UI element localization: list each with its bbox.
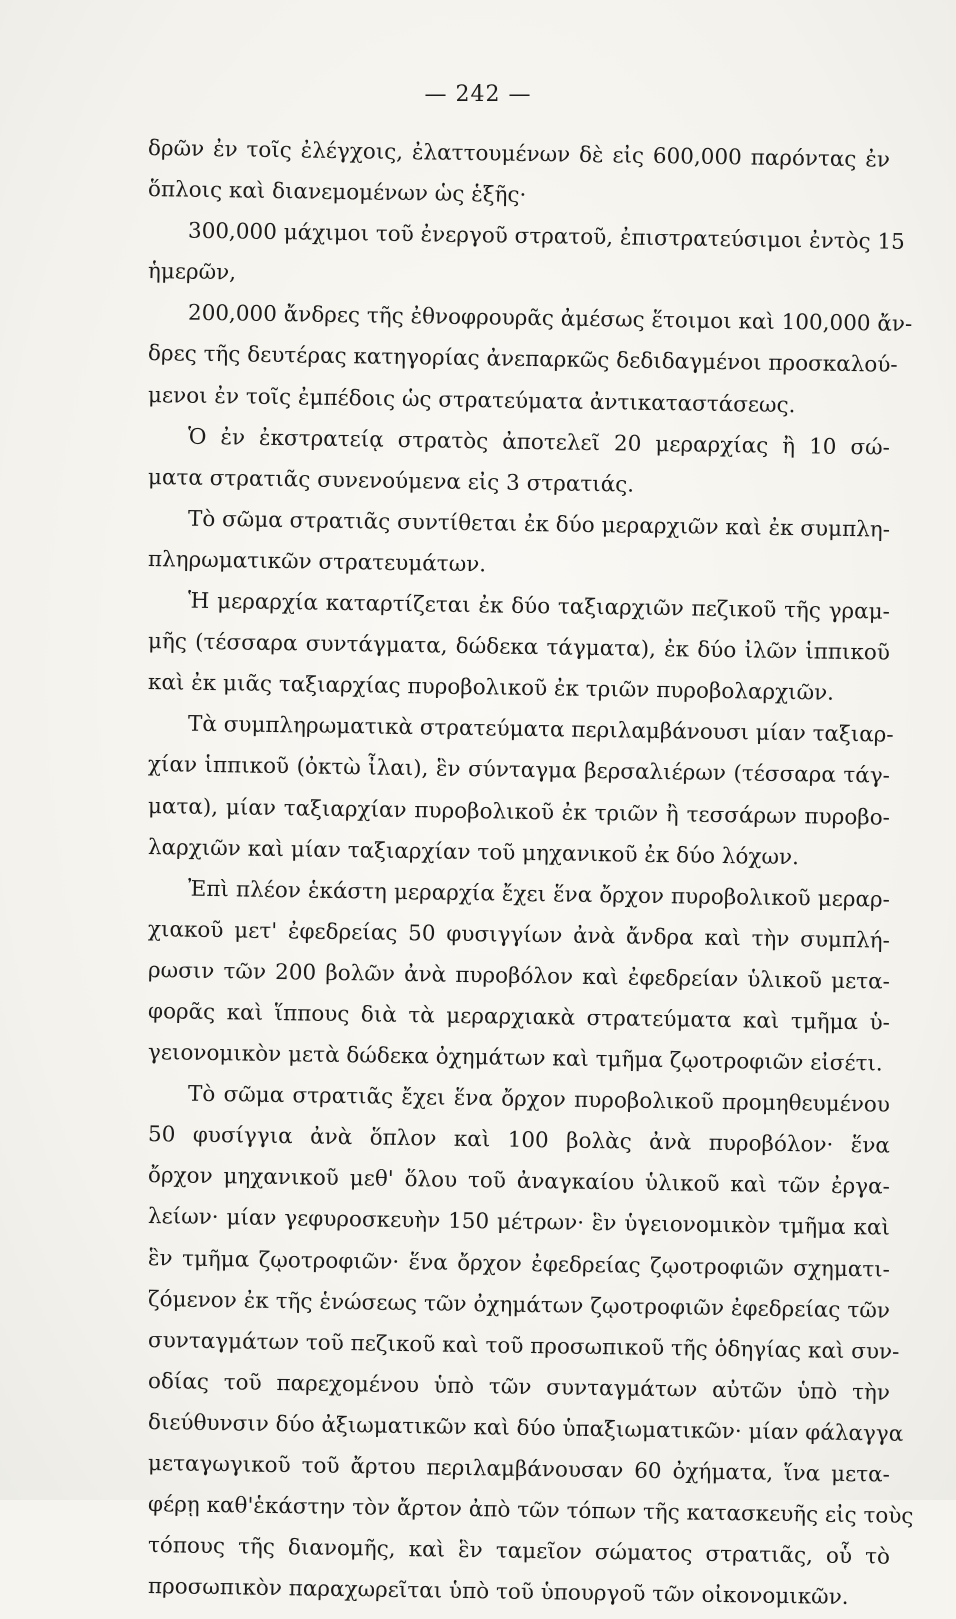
text-line: 50 φυσίγγια ἀνὰ ὅπλον καὶ 100 βολὰς ἀνὰ πυροβόλον· ἕνα: [147, 1122, 891, 1159]
text-line: φέρῃ καθ'ἑκάστην τὸν ἄρτον ἀπὸ τῶν τόπων τῆς κατασκευῆς εἰς τοὺς: [147, 1492, 914, 1530]
text-line: Τὸ σῶμα στρατιᾶς συντίθεται ἐκ δύο μεραρχιῶν καὶ ἐκ συμπλη-: [187, 506, 891, 543]
text-line: 300,000 μάχιμοι τοῦ ἐνεργοῦ στρατοῦ, ἐπιστρατεύσιμοι ἐντὸς 15: [187, 218, 906, 256]
text-line: πληρωματικῶν στρατευμάτων.: [147, 546, 487, 578]
text-line: Τὰ συμπληρωματικὰ στρατεύματα περιλαμβάνουσι μίαν ταξιαρ-: [187, 711, 894, 749]
text-line: λείων· μίαν γεφυροσκευὴν 150 μέτρων· ἓν ὑγειονομικὸν τμῆμα καὶ: [147, 1204, 891, 1242]
text-line: Ἡ μεραρχία καταρτίζεται ἐκ δύο ταξιαρχιῶν πεζικοῦ τῆς γραμ-: [187, 588, 891, 625]
text-line: ματα στρατιᾶς συνενούμενα εἰς 3 στρατιάς.: [147, 464, 635, 498]
text-line: ρωσιν τῶν 200 βολῶν ἀνὰ πυροβόλον καὶ ἐφεδρείαν ὑλικοῦ μετα-: [147, 957, 891, 995]
text-line: δρες τῆς δευτέρας κατηγορίας ἀνεπαρκῶς δεδιδαγμένοι προσκαλού-: [147, 341, 898, 379]
text-line: καὶ ἐκ μιᾶς ταξιαρχίας πυροβολικοῦ ἐκ τριῶν πυροβολαρχιῶν.: [147, 670, 835, 706]
text-line: μῆς (τέσσαρα συντάγματα, δώδεκα τάγματα), ἐκ δύο ἰλῶν ἱππικοῦ: [147, 629, 891, 666]
text-line: τόπους τῆς διανομῆς, καὶ ἓν ταμεῖον σώματος στρατιᾶς, οὗ τὸ: [147, 1533, 891, 1570]
text-line: ζόμενον ἐκ τῆς ἑνώσεως τῶν ὀχημάτων ζῳοτροφιῶν ἐφεδρείας τῶν: [147, 1286, 891, 1324]
text-line: ματα), μίαν ταξιαρχίαν πυροβολικοῦ ἐκ τριῶν ἢ τεσσάρων πυροβο-: [147, 793, 891, 831]
text-line: προσωπικὸν παραχωρεῖται ὑπὸ τοῦ ὑπουργοῦ τῶν οἰκονομικῶν.: [147, 1574, 849, 1611]
text-line: μεταγωγικοῦ τοῦ ἄρτου περιλαμβάνουσαν 60 ὀχήματα, ἵνα μετα-: [147, 1451, 891, 1488]
page-number: — 242 —: [424, 82, 532, 107]
text-line: ἡμερῶν,: [147, 259, 237, 286]
text-line: ὅπλοις καὶ διανεμομένων ὡς ἑξῆς·: [147, 177, 527, 209]
text-line: μενοι ἐν τοῖς ἐμπέδοις ὡς στρατεύματα ἀντικαταστάσεως.: [147, 382, 796, 418]
text-line: ἓν τμῆμα ζῳοτροφιῶν· ἕνα ὄρχον ἐφεδρείας ζῳοτροφιῶν σχηματι-: [147, 1245, 891, 1283]
body-text: [147, 128, 914, 1611]
text-line: χίαν ἱππικοῦ (ὀκτὼ ἶλαι), ἓν σύνταγμα βερσαλιέρων (τέσσαρα τάγ-: [147, 752, 891, 790]
text-line: διεύθυνσιν δύο ἀξιωματικῶν καὶ δύο ὑπαξιωματικῶν· μίαν φάλαγγα: [147, 1409, 904, 1447]
text-line: χιακοῦ μετ' ἐφεδρείας 50 φυσιγγίων ἀνὰ ἄνδρα καὶ τὴν συμπλή-: [147, 916, 891, 954]
text-line: λαρχιῶν καὶ μίαν ταξιαρχίαν τοῦ μηχανικοῦ ἐκ δύο λόχων.: [147, 834, 800, 870]
text-line: δρῶν ἐν τοῖς ἐλέγχοις, ἐλαττουμένων δὲ εἰς 600,000 παρόντας ἐν: [147, 136, 891, 173]
text-line: 200,000 ἄνδρες τῆς ἐθνοφρουρᾶς ἀμέσως ἕτοιμοι καὶ 100,000 ἄν-: [187, 301, 913, 338]
text-line: οδίας τοῦ παρεχομένου ὑπὸ τῶν συνταγμάτων αὐτῶν ὑπὸ τὴν: [147, 1368, 891, 1406]
text-line: Ὁ ἐν ἐκστρατείᾳ στρατὸς ἀποτελεῖ 20 μεραρχίας ἢ 10 σώ-: [187, 424, 891, 461]
text-line: συνταγμάτων τοῦ πεζικοῦ καὶ τοῦ προσωπικοῦ τῆς ὁδηγίας καὶ συν-: [147, 1327, 900, 1365]
text-line: Τὸ σῶμα στρατιᾶς ἔχει ἕνα ὄρχον πυροβολικοῦ προμηθευμένου: [187, 1081, 891, 1118]
text-line: Ἐπὶ πλέον ἑκάστη μεραρχία ἔχει ἕνα ὄρχον πυροβολικοῦ μεραρ-: [187, 876, 891, 913]
text-line: ὄρχον μηχανικοῦ μεθ' ὅλου τοῦ ἀναγκαίου ὑλικοῦ καὶ τῶν ἐργα-: [147, 1163, 891, 1200]
text-line: γειονομικὸν μετὰ δώδεκα ὀχημάτων καὶ τμῆμα ζῳοτροφιῶν εἰσέτι.: [147, 1040, 883, 1077]
text-line: φορᾶς καὶ ἵππους διὰ τὰ μεραρχιακὰ στρατεύματα καὶ τμῆμα ὑ-: [147, 998, 891, 1036]
